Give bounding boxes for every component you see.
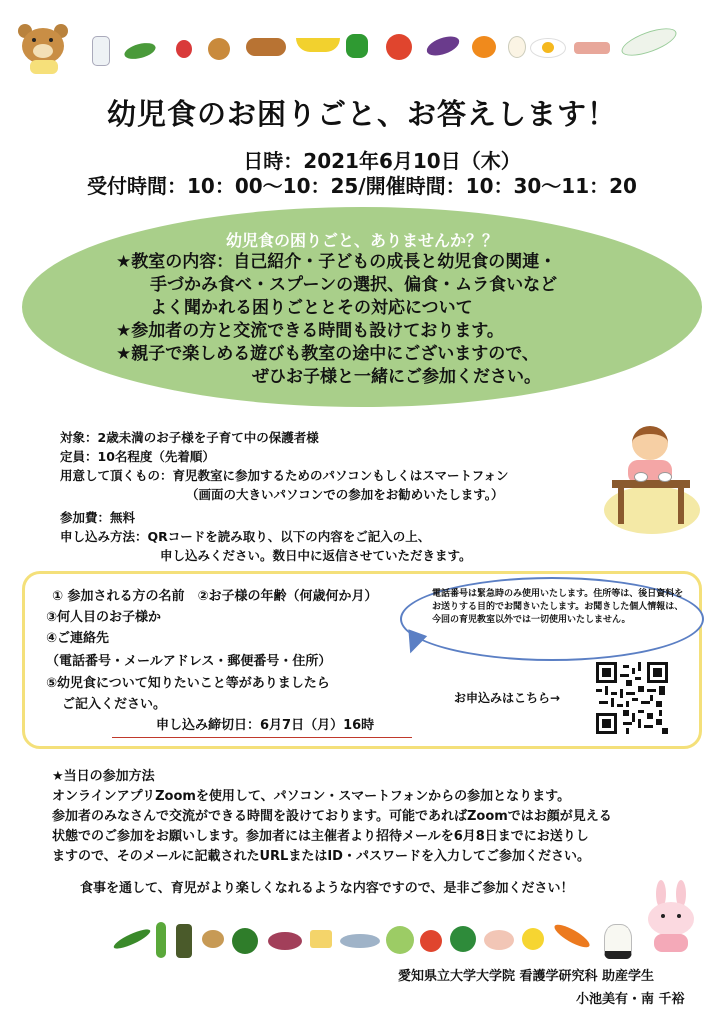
child-eating-illustration	[598, 418, 706, 536]
orange-icon	[472, 36, 496, 58]
info-capacity: 定員：10名程度（先着順）	[60, 449, 215, 464]
oval-heading: 幼児食の困りごと、ありませんか？？	[225, 231, 498, 250]
green-bean-icon	[156, 922, 166, 958]
apply-here-label: お申込みはこちら→	[454, 691, 561, 705]
info-requirements-note: （画面の大きいパソコンでの参加をお勧めいたします。）	[186, 487, 504, 502]
info-target: 対象：2歳未満のお子様を子育て中の保護者様	[60, 430, 319, 445]
form-item-questions: ⑤幼児食について知りたいこと等がありましたら	[46, 676, 330, 691]
bacon-icon	[574, 42, 610, 54]
rabbit-illustration	[644, 880, 700, 956]
form-item-child-order: ③何人目のお子様か	[46, 610, 162, 625]
closing-message: 食事を通して、育児がより楽しくなれるような内容ですので、是非ご参加ください！	[80, 881, 574, 896]
tomato-icon	[420, 930, 442, 952]
oval-line: よく聞かれる困りごととその対応について	[150, 298, 473, 318]
cheese-icon	[310, 930, 332, 948]
info-apply-method: 申し込み方法：QRコードを読み取り、以下の内容をご記入の上、	[60, 529, 431, 544]
event-time: 受付時間：10：00～10：25/開催時間：10：30～11：20	[87, 174, 637, 198]
eggplant-icon	[424, 33, 461, 60]
onion-icon	[208, 38, 230, 60]
privacy-note: 電話番号は緊急時のみ使用いたします。住所等は、後日資料をお送りする目的でお聞きいたします。お聞きした個人情報は、今回の育児教室以外では一切使用いたしません。	[432, 589, 684, 625]
potato-icon	[202, 930, 224, 948]
form-item-contact-detail: （電話番号・メールアドレス・郵便番号・住所）	[46, 654, 332, 669]
banana-icon	[296, 38, 340, 52]
bear-illustration	[18, 24, 70, 76]
milk-bottle-icon	[92, 36, 110, 66]
broccoli-icon	[450, 926, 476, 952]
bread-icon	[246, 38, 286, 56]
egg-icon	[508, 36, 526, 58]
seaweed-icon	[176, 924, 192, 958]
event-date: 日時：2021年6月10日（木）	[243, 149, 521, 173]
sweet-potato-icon	[268, 932, 302, 950]
oval-line: ぜひお子様と一緒にご参加ください。	[252, 367, 541, 387]
cabbage-icon	[386, 926, 414, 954]
form-item-questions-cont: ご記入ください。	[62, 697, 167, 712]
oval-line: 手づかみ食べ・スプーンの選択、偏食・ムラ食いなど	[150, 275, 558, 295]
strawberry-icon	[176, 40, 192, 58]
edamame-icon	[123, 40, 158, 62]
rice-ball-icon	[604, 924, 632, 959]
form-item-name-age: ① 参加される方の名前 ②お子様の年齢（何歳何か月）	[52, 589, 378, 604]
author-names: 小池美有・南 千裕	[576, 992, 685, 1007]
fish-icon	[340, 934, 380, 948]
participation-line: ますので、そのメールに記載されたURLまたはID・パスワードを入力してご参加ください。	[52, 849, 590, 864]
fried-egg-icon	[530, 38, 566, 58]
deadline: 申し込み締切日：6月7日（月）16時	[156, 718, 375, 733]
oval-line: ★親子で楽しめる遊びも教室の途中にございますので、	[116, 344, 539, 364]
participation-line: 参加者のみなさんで交流ができる時間を設けております。可能であればZoomではお顔が見える	[52, 809, 612, 824]
daikon-icon	[618, 23, 679, 62]
info-fee: 参加費：無料	[60, 510, 136, 525]
deadline-underline	[112, 737, 412, 738]
lemon-icon	[522, 928, 544, 950]
chicken-icon	[484, 930, 514, 950]
page-title: 幼児食のお困りごと、お答えします！	[106, 97, 617, 131]
oval-line: ★教室の内容：自己紹介・子どもの成長と幼児食の関連・	[116, 252, 557, 272]
bottom-food-illustrations	[0, 912, 724, 972]
top-food-illustrations	[0, 20, 724, 80]
participation-line: 状態でのご参加をお願いします。参加者には主催者より招待メールを6月8日までにお送りし	[52, 829, 589, 844]
form-item-contact: ④ご連絡先	[46, 631, 110, 646]
organization: 愛知県立大学大学院 看護学研究科 助産学生	[398, 969, 655, 984]
pepper-icon	[346, 34, 368, 58]
carrot-icon	[552, 921, 593, 951]
qr-code[interactable]	[596, 662, 668, 734]
spinach-icon	[232, 928, 258, 954]
tomato-icon	[386, 34, 412, 60]
cucumber-icon	[112, 926, 152, 952]
info-requirements: 用意して頂くもの：育児教室に参加するためのパソコンもしくはスマートフォン	[60, 468, 509, 483]
info-apply-method-cont: 申し込みください。数日中に返信させていただきます。	[160, 548, 472, 563]
oval-line: ★参加者の方と交流できる時間も設けております。	[116, 321, 504, 341]
participation-heading: ★当日の参加方法	[52, 769, 155, 784]
participation-line: オンラインアプリZoomを使用して、パソコン・スマートフォンからの参加となります。	[52, 789, 571, 804]
